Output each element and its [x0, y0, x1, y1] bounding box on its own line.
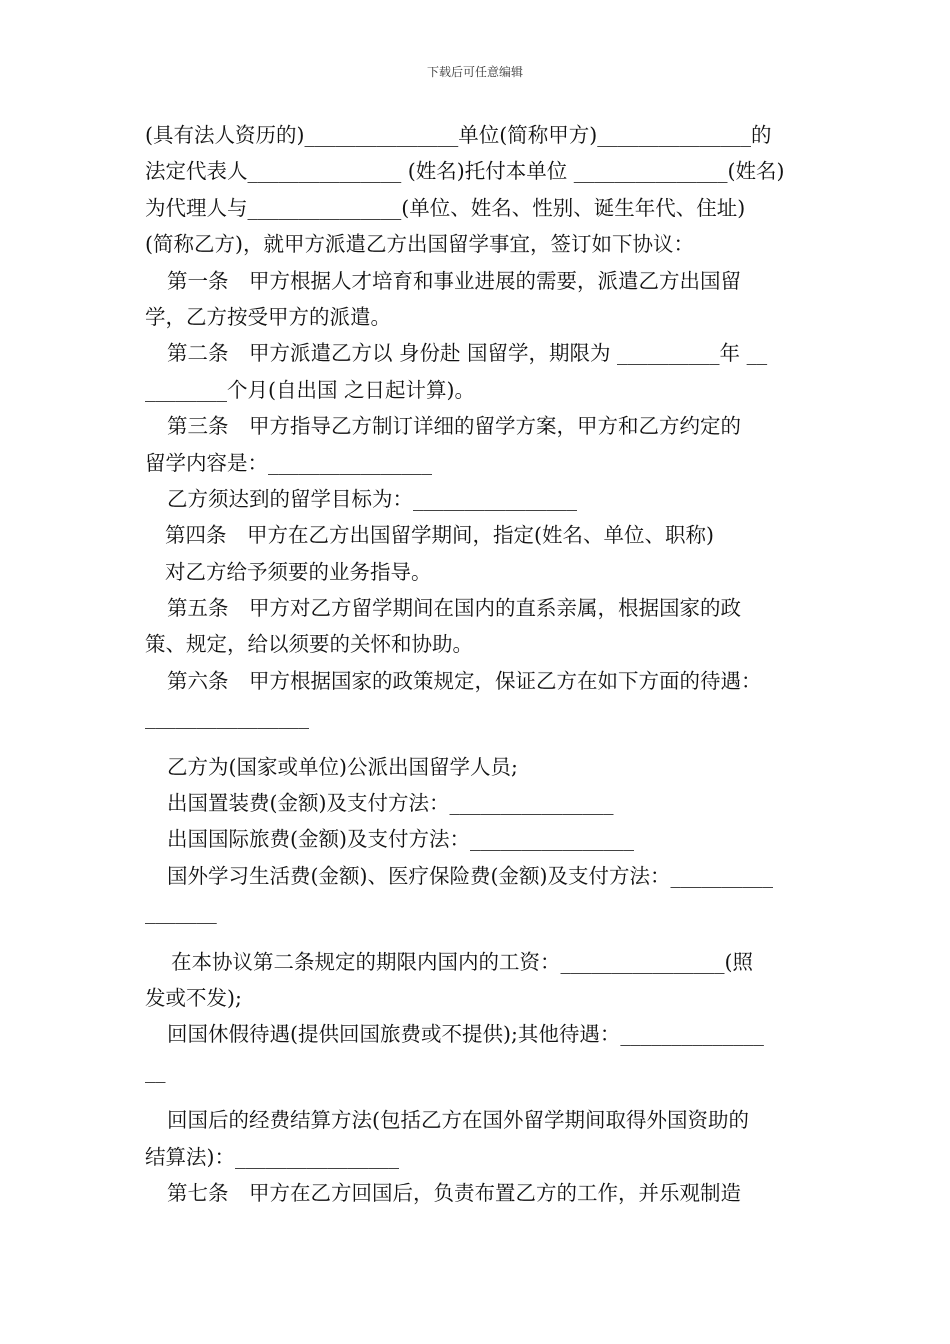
text-line: 策、规定，给以须要的关怀和协助。 [145, 632, 473, 657]
text-line: 为代理人与_______________(单位、姓名、性别、诞生年代、住址) [145, 195, 746, 220]
article-5-line: 第五条 甲方对乙方留学期间在国内的直系亲属，根据国家的政 [167, 596, 741, 621]
text-line: 发或不发); [145, 985, 242, 1010]
article-1-line: 第一条 甲方根据人才培育和事业进展的需要，派遣乙方出国留 [167, 268, 741, 293]
text-line: 学，乙方按受甲方的派遣。 [145, 304, 391, 329]
agreement-body [145, 117, 810, 1211]
article-6-line: 第六条 甲方根据国家的政策规定，保证乙方在如下方面的待遇： [167, 668, 762, 693]
article-2-line: 第二条 甲方派遣乙方以 身份赴 国留学，期限为 __________年 __ [167, 341, 768, 366]
text-line: (具有法人资历的)_______________单位(简称甲方)_______________的 [145, 123, 772, 147]
text-line: 回国后的经费结算方法(包括乙方在国外留学期间取得外国资助的 [167, 1108, 749, 1133]
text-line: 乙方为(国家或单位)公派出国留学人员; [167, 754, 518, 779]
text-line: ________________ [145, 705, 309, 730]
text-line: 出国国际旅费(金额)及支付方法：________________ [167, 827, 634, 852]
text-line: 在本协议第二条规定的期限内国内的工资：________________(照 [171, 949, 753, 974]
text-line: 对乙方给予须要的业务指导。 [165, 559, 432, 584]
text-line: 法定代表人_______________ (姓名)托付本单位 _______________(姓名) [145, 159, 785, 184]
text-line: 结算法)：________________ [145, 1144, 399, 1169]
text-line: _______ [145, 900, 217, 925]
text-line: 留学内容是：________________ [145, 450, 432, 475]
text-line: 回国休假待遇(提供回国旅费或不提供);其他待遇：______________ [167, 1022, 764, 1047]
text-line: 出国置装费(金额)及支付方法：________________ [167, 791, 614, 816]
text-line: __ [145, 1058, 166, 1083]
text-line: (简称乙方)，就甲方派遣乙方出国留学事宜，签订如下协议： [145, 232, 694, 257]
text-line: 国外学习生活费(金额)、医疗保险费(金额)及支付方法：__________ [167, 863, 773, 888]
article-4-line: 第四条 甲方在乙方出国留学期间，指定(姓名、单位、职称) [165, 523, 714, 548]
page-header-note: 下载后可任意编辑 [426, 65, 523, 79]
text-line: 乙方须达到的留学目标为：________________ [167, 486, 577, 511]
text-line: ________个月(自出国 之日起计算)。 [145, 377, 476, 402]
article-3-line: 第三条 甲方指导乙方制订详细的留学方案，甲方和乙方约定的 [167, 414, 741, 439]
article-7-line: 第七条 甲方在乙方回国后，负责布置乙方的工作，并乐观制造 [167, 1180, 741, 1205]
